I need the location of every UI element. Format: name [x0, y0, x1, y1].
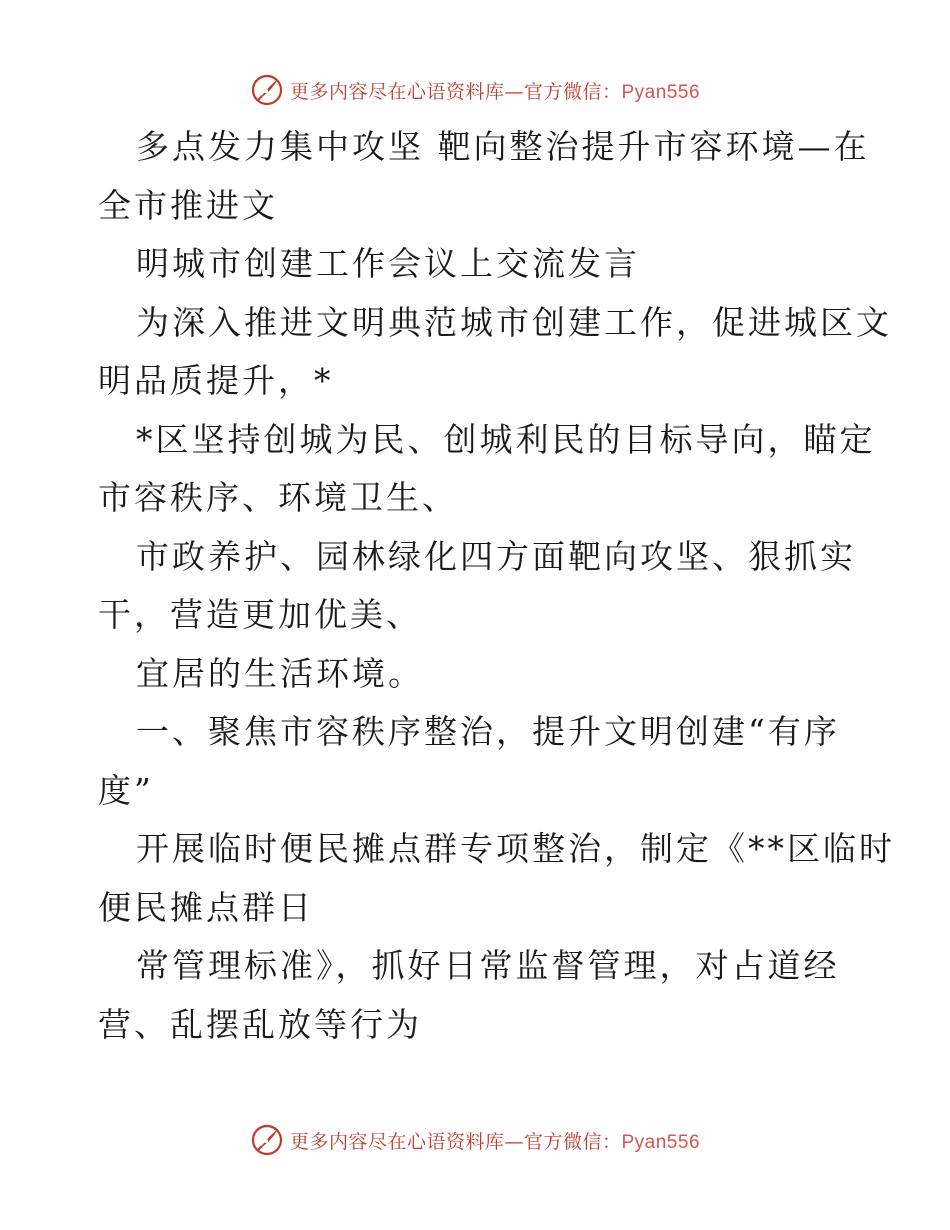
text-line: 明城市创建工作会议上交流发言 [136, 244, 640, 283]
text-line: 明品质提升，* [98, 361, 334, 400]
header-watermark-text [290, 77, 700, 104]
text-line: 为深入推进文明典范城市创建工作，促进城区文 [136, 302, 892, 342]
document-body [98, 118, 895, 1054]
text-line: 便民摊点群日 [98, 887, 314, 927]
site-name: 更多内容尽在心语资料库 [289, 1130, 505, 1153]
footer-watermark-banner [0, 1120, 950, 1160]
site-name: 更多内容尽在心语资料库 [289, 80, 505, 103]
wechat-label: 官方微信： [523, 1130, 622, 1153]
quill-pen-logo-icon [250, 1123, 284, 1157]
section-heading-cont: 度” [98, 770, 154, 810]
text-line: 宜居的生活环境。 [136, 653, 424, 693]
wechat-label: 官方微信： [523, 80, 622, 103]
text-line: 全市推进文 [98, 185, 278, 225]
wechat-account: Pyan556 [621, 1131, 701, 1153]
text-line: 多点发力集中攻坚 靶向整治提升市容环境—在 [136, 127, 870, 166]
text-line: 常管理标准》，抓好日常监督管理，对占道经 [136, 946, 840, 985]
banner-dash: — [504, 1130, 524, 1153]
text-line: 开展临时便民摊点群专项整治，制定《**区临时 [136, 829, 895, 868]
wechat-account: Pyan556 [621, 81, 701, 103]
text-line: *区坚持创城为民、创城利民的目标导向，瞄定 [136, 419, 876, 459]
text-line: 营、乱摆乱放等行为 [98, 1004, 422, 1044]
text-line: 市容秩序、环境卫生、 [98, 478, 458, 517]
header-watermark [250, 73, 700, 107]
header-watermark-banner [0, 70, 950, 110]
text-line: 干，营造更加优美、 [98, 595, 422, 634]
footer-watermark-text [290, 1127, 700, 1154]
footer-watermark [250, 1123, 700, 1157]
banner-dash: — [504, 80, 524, 103]
quill-pen-logo-icon [250, 73, 284, 107]
text-line: 市政养护、园林绿化四方面靶向攻坚、狠抓实 [136, 536, 856, 576]
section-heading: 一、聚焦市容秩序整治，提升文明创建“有序 [136, 712, 840, 751]
